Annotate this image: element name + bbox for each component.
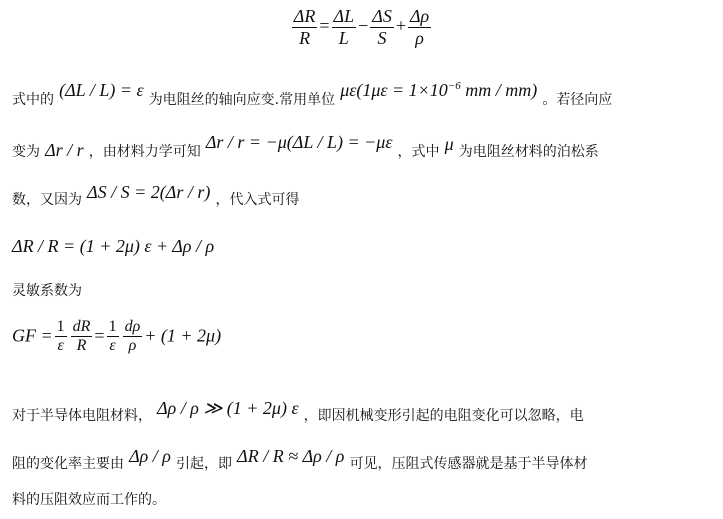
text-span: 式中的 [12,92,54,108]
minus-sign: − [358,15,369,36]
paragraph-line-1 [12,80,613,109]
equation-radial-strain: Δr / r [45,140,84,160]
text-span: 可见，压阻式传感器就是基于半导体材 [349,456,588,472]
unit-exponent: −6 [447,80,461,92]
text-span: 变为 [12,144,40,160]
text-span: ，即因机械变形引起的电阻变化可以忽略，电 [303,408,584,424]
fraction-dr-r [292,6,318,48]
text-span: 为电阻丝的轴向应变.常用单位 [148,92,336,108]
paragraph-line-4 [12,398,584,425]
equals-sign: = [319,15,330,36]
paragraph-line-6 [12,489,166,509]
text-span: 。若径向应 [542,92,613,108]
denominator: L [338,27,349,48]
fraction-dr-r [71,318,93,356]
equals-sign: = [94,325,105,346]
equation-poisson: Δr / r = −μ(ΔL / L) = −με [205,132,393,152]
fraction-ds-s [370,6,394,48]
numerator: dρ [123,318,143,337]
equation-resistivity: Δρ / ρ [129,446,171,466]
numerator: 1 [107,318,119,337]
denominator: ρ [128,337,137,355]
unit-part-b: mm / mm) [465,80,538,100]
numerator: ΔS [372,6,392,26]
numerator: dR [71,318,93,337]
formula-resistance-change [0,6,723,48]
unit-part-a: με(1με = 1×10 [340,80,448,100]
denominator: S [377,27,387,48]
equation-axial-strain: (ΔL / L) = ε [59,80,144,100]
text-span: 数，又因为 [12,192,82,208]
gf-tail: + (1 + 2μ) [144,325,222,346]
text-span: 引起，即 [176,456,233,472]
equation-relative-resistance: ΔR / R = (1 + 2μ) ε + Δρ / ρ [12,236,215,256]
section-heading: 灵敏系数为 [12,283,82,299]
numerator: ΔL [333,6,355,26]
text-span: 阻的变化率主要由 [12,456,124,472]
text-span: 对于半导体电阻材料， [12,408,152,424]
denominator: R [299,27,311,48]
equation-unit [340,80,537,100]
fraction-drho-rho [408,6,431,48]
gf-lhs: GF = [12,325,53,346]
numerator: ΔR [293,6,316,26]
paragraph-line-5 [12,446,588,473]
paragraph-line-3 [12,182,300,209]
text-span: ，由材料力学可知 [88,144,201,160]
denominator: ε [109,337,116,355]
fraction-1-eps-2 [107,318,119,356]
text-span: ，式中 [397,144,440,160]
equation-semiconductor: Δρ / ρ ≫ (1 + 2μ) ε [157,398,299,418]
denominator: ε [57,337,64,355]
fraction-dl-l [332,6,357,48]
fraction-1-eps [55,318,67,356]
numerator: 1 [55,318,67,337]
equation-approx: ΔR / R ≈ Δρ / ρ [237,446,345,466]
equation-line-dr [12,236,214,257]
denominator: R [76,337,87,355]
fraction-drho-rho [123,318,143,356]
plus-sign: + [395,15,406,36]
equation-gauge-factor [12,318,221,356]
text-span: 为电阻丝材料的泊松系 [458,144,599,160]
paragraph-line-2 [12,132,599,161]
symbol-mu: μ [444,134,454,154]
equation-area-strain: ΔS / S = 2(Δr / r) [87,182,211,202]
text-span: 料的压阻效应而工作的。 [12,492,166,508]
numerator: Δρ [409,6,430,26]
denominator: ρ [415,27,424,48]
text-span: ，代入式可得 [215,192,300,208]
gf-title-line [12,280,82,300]
